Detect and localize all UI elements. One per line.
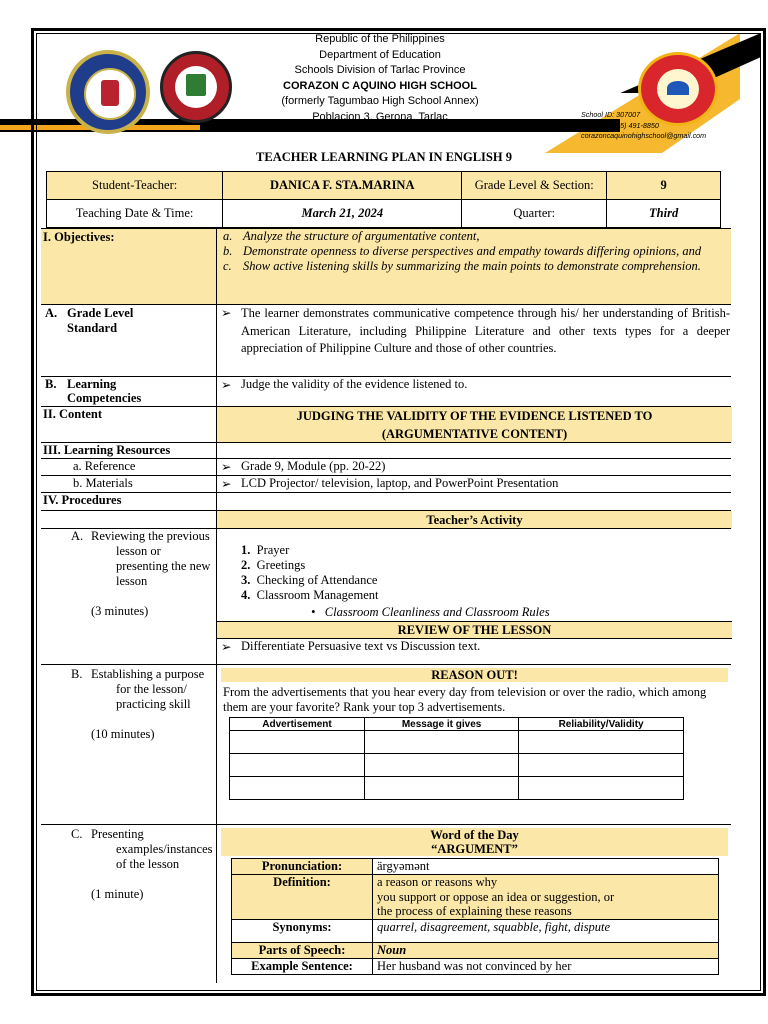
procedure-b-content [216, 665, 732, 825]
standard-text-cell [216, 305, 732, 377]
date-value: March 21, 2024 [223, 200, 462, 228]
reference-value: ➢ Grade 9, Module (pp. 20-22) [217, 459, 732, 474]
letterhead: Republic of the Philippines Department of Education Schools Division of Tarlac Province CORAZON C AQUINO HIGH SCHOOL (formerly Tagumbao High School Annex) Poblacion 3, Gerona, Tarlac [281, 33, 479, 123]
column-advertisement: Advertisement [230, 718, 365, 731]
procedure-a-time: (3 minutes) [91, 604, 149, 618]
tarlac-division-seal-logo [160, 51, 232, 123]
procedure-c-time: (1 minute) [91, 887, 144, 901]
teacher-activity-row [41, 510, 731, 529]
page-title: TEACHER LEARNING PLAN IN ENGLISH 9 [256, 150, 512, 164]
table-row [230, 731, 684, 754]
competencies-label: B. Learning Competencies [45, 377, 142, 405]
content-row [41, 406, 731, 443]
advertisement-rank-table [229, 717, 684, 800]
deped-seal-logo [66, 50, 150, 134]
procedure-a-row [41, 528, 731, 665]
content-label: II. Content [43, 407, 103, 421]
objective-item: b. Demonstrate openness to diverse perspectives and empathy towards differing opinions, and [223, 244, 702, 258]
word-of-the-day-term: “ARGUMENT” [431, 842, 518, 856]
objectives-row [41, 228, 731, 305]
table-row [230, 754, 684, 777]
objective-item: c. Show active listening skills by summarizing the main points to demonstrate comprehension. [223, 259, 701, 273]
procedures-label: IV. Procedures [43, 493, 122, 507]
objectives-list [216, 229, 732, 305]
procedure-b-row [41, 664, 731, 825]
teacher-activity-header: Teacher’s Activity [216, 511, 732, 529]
word-of-the-day: Word of the Day “ARGUMENT” [221, 828, 728, 856]
info-table [46, 171, 721, 228]
reliability-cell[interactable] [519, 777, 684, 800]
objectives-label: I. Objectives: [43, 230, 115, 244]
reliability-cell[interactable] [519, 754, 684, 777]
procedure-a-content [216, 529, 732, 665]
ad-cell[interactable] [230, 731, 365, 754]
content-title-line1: JUDGING THE VALIDITY OF THE EVIDENCE LISTENED TO [296, 409, 653, 423]
reference-row [41, 458, 731, 476]
procedure-c-content [216, 825, 732, 983]
standard-label: A. Grade Level Standard [45, 306, 134, 335]
procedure-a-label: A. Reviewing the previous lesson or presenting the new lesson (3 minutes) [71, 529, 211, 618]
parts-of-speech-value: Noun [373, 943, 719, 959]
table-row [230, 777, 684, 800]
procedure-b-time: (10 minutes) [91, 727, 155, 741]
quarter-label: Quarter: [462, 200, 607, 228]
procedure-b-label: B. Establishing a purpose for the lesson/ practicing skill (10 minutes) [71, 667, 211, 742]
school-contact: School ID: 307007 Phone # (045) 491-8850 corazoncaquinohighschool@gmail.com [581, 110, 707, 140]
procedure-c-label: C. Presenting examples/instances of the lesson (1 minute) [71, 827, 213, 901]
standard-row [41, 304, 731, 377]
word-definition-table: Pronunciation: ärgyəmənt Definition: a reason or reasons why you support or oppose an idea or suggestion, or the process of explaining these reasons Synonyms: quarrel, disagreement, squabble, fight, dispute Parts of Speech: Noun Example Sentence: Her husband was not convinced by her [231, 858, 719, 975]
materials-label: b. Materials [73, 476, 133, 490]
student-teacher-label: Student-Teacher: [47, 172, 223, 200]
student-teacher-value: DANICA F. STA.MARINA [223, 172, 462, 200]
reason-out-prompt: From the advertisements that you hear every day from television or over the radio, which among them are your favorite? Rank your top 3 advertisements. [223, 685, 707, 714]
quarter-value: Third [607, 200, 721, 228]
column-message: Message it gives [364, 718, 518, 731]
opening-steps: 1. Prayer 2. Greetings 3. Checking of Attendance 4. Classroom Management • Classroom Cleanliness and Classroom Rules [241, 543, 550, 619]
content-title-cell [216, 407, 732, 443]
procedures-row [41, 492, 731, 511]
materials-value: ➢ LCD Projector/ television, laptop, and PowerPoint Presentation [217, 476, 732, 491]
message-cell[interactable] [364, 731, 518, 754]
procedure-c-row [41, 824, 731, 983]
review-item: ➢ Differentiate Persuasive text vs Discussion text. [217, 639, 732, 654]
content-title-line2: (ARGUMENTATIVE CONTENT) [381, 427, 568, 441]
reliability-cell[interactable] [519, 731, 684, 754]
competencies-row [41, 376, 731, 407]
pronunciation-value: ärgyəmənt [373, 859, 719, 875]
date-label: Teaching Date & Time: [47, 200, 223, 228]
column-reliability: Reliability/Validity [519, 718, 684, 731]
message-cell[interactable] [364, 754, 518, 777]
reason-out-title: REASON OUT! [221, 668, 728, 682]
objective-item: a. Analyze the structure of argumentative content, [223, 229, 480, 243]
message-cell[interactable] [364, 777, 518, 800]
review-title: REVIEW OF THE LESSON [217, 621, 732, 638]
definition-value: a reason or reasons why you support or oppose an idea or suggestion, or the process of explaining these reasons [373, 875, 719, 920]
reference-label: a. Reference [73, 459, 136, 473]
resources-row [41, 442, 731, 459]
competencies-text-cell [216, 377, 732, 407]
ad-cell[interactable] [230, 754, 365, 777]
example-sentence-value: Her husband was not convinced by her [373, 959, 719, 975]
grade-label: Grade Level & Section: [462, 172, 607, 200]
resources-label: III. Learning Resources [43, 443, 171, 457]
materials-row [41, 475, 731, 493]
standard-text: ➢ The learner demonstrates communicative competence through his/ her understanding of British-American Literature, including Philippine Literature and other texts types for a deeper appreciation of Philippine Culture and those of other countries. [217, 305, 730, 358]
synonyms-value: quarrel, disagreement, squabble, fight, dispute [373, 920, 719, 943]
competencies-text: ➢ Judge the validity of the evidence listened to. [217, 377, 732, 392]
grade-value: 9 [607, 172, 721, 200]
ad-cell[interactable] [230, 777, 365, 800]
